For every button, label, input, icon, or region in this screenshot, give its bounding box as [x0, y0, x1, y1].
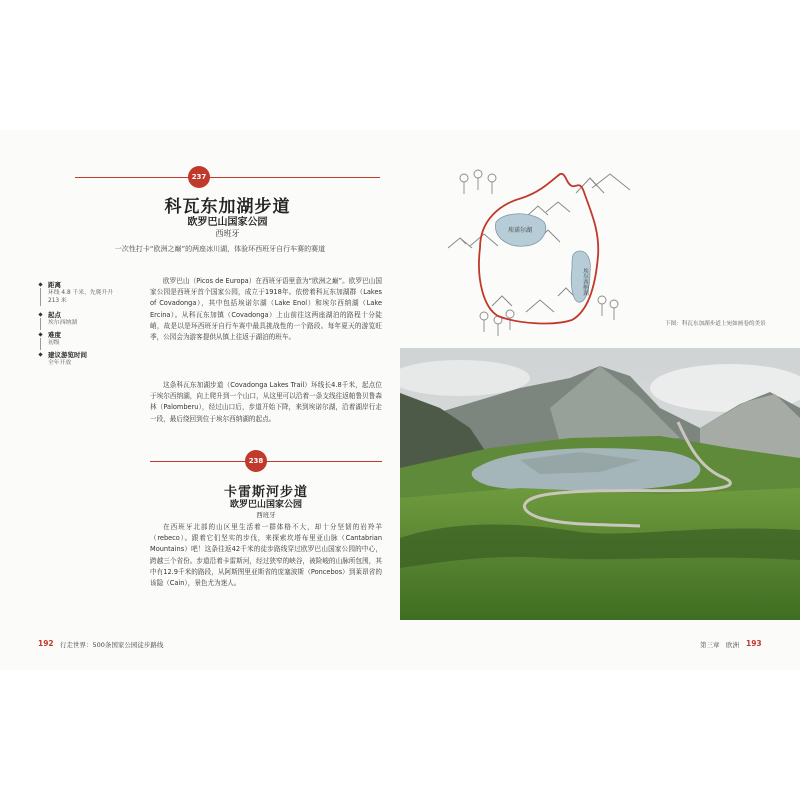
fact-label: 距离: [48, 281, 61, 289]
trail-facts-sidebar: [38, 280, 150, 370]
fact-label: 难度: [48, 331, 61, 339]
divider: [40, 318, 41, 330]
fact-difficulty: [38, 330, 150, 350]
entry1-country: 西班牙: [215, 229, 240, 238]
entry1-number-badge: 237: [188, 166, 210, 188]
lake-enol-label: 埃诺尔湖: [507, 227, 533, 234]
book-spread: [0, 130, 800, 670]
header-rule-entry1: [75, 177, 380, 178]
fact-value: 环线 4.8 千米，先爬升升 213 米: [48, 290, 114, 304]
trail-map: [440, 160, 660, 350]
entry2-number-badge: 238: [245, 450, 267, 472]
bullet-icon: [38, 332, 42, 336]
entry1-title: 科瓦东加湖步道: [164, 197, 291, 217]
entry2-country: 西班牙: [256, 511, 276, 519]
right-running-head: 第三章 欧洲: [700, 641, 739, 649]
fact-start: [38, 310, 150, 330]
entry2-title: 卡雷斯河步道: [223, 485, 308, 500]
left-running-head: 行走世界：500条国家公园徒步路线: [60, 641, 164, 649]
entry2-body: 在西班牙北部的山区里生活着一群体格不大，却十分坚韧的岩羚羊（rebeco）。跟着它们坚实的步伐，来探索坎塔布里亚山脉（Cantabrian Mountains）吧！这条往返42千米的徒步路线穿过欧罗巴山国家公园的中心，跨越三个省份。步道沿着卡雷斯河，经过狭窄的峡谷，被险峻的山脉所包围，其中有12.9千米的路段，从阿斯图里亚斯省的庞塞波斯（Poncebos）到莱昂省的该隐（Cain），景色尤为迷人。: [150, 523, 382, 588]
entry1-park: 欧罗巴山国家公园: [187, 217, 268, 228]
left-page-number: 192: [38, 639, 54, 648]
bullet-icon: [38, 312, 42, 316]
right-page-number: 193: [746, 639, 762, 648]
fact-value: 全年开放: [48, 360, 72, 366]
entry1-body-p1: 欧罗巴山（Picos de Europa）在西班牙语里意为“欧洲之巅”。欧罗巴山国家公园是西班牙首个国家公园，成立于1918年。依傍着科瓦东加湖群（Lakes of Covadonga），其中包括埃诺尔湖（Lake Enol）和埃尔西纳湖（Lake Ercina）。从科瓦东加镇（Covadonga）上山前往这两座湖泊的路程十分陡峭，故是以是环西班牙自行车赛中最具挑战性的一个路段。每年夏天的游览旺季，公园会为游客提供从镇上往返于湖泊的班车。: [150, 277, 382, 342]
bullet-icon: [38, 352, 42, 356]
fact-distance: [38, 280, 150, 306]
landscape-photo: [400, 348, 800, 620]
divider: [40, 338, 41, 350]
fact-label: 建议游览时间: [48, 351, 87, 359]
entry1-tagline: 一次性打卡“欧洲之巅”的两座冰川湖，体验环西班牙自行车赛的赛道: [114, 245, 326, 253]
fact-value: 初级: [48, 340, 60, 346]
entry2-park: 欧罗巴山国家公园: [229, 500, 302, 510]
fact-label: 起点: [48, 311, 61, 319]
lake-ercina-label: 埃尔西纳湖: [582, 268, 588, 296]
tree-icon: [460, 170, 618, 336]
entry1-body-p2: 这条科瓦东加湖步道（Covadonga Lakes Trail）环线长4.8千米，起点位于埃尔西纳湖，向上爬升到一个山口，从这里可以沿着一条支线往返帕鲁贝鲁森林（Palomberu），经过山口后，步道开始下降，来到埃诺尔湖，沿着湖岸行走一段，最后绕回到位于埃尔西纳湖的起点。: [150, 381, 382, 423]
bullet-icon: [38, 282, 42, 286]
divider: [40, 288, 41, 306]
fact-value: 埃尔西纳湖: [48, 320, 77, 326]
mountain-icon: [448, 174, 630, 312]
fact-season: [38, 350, 150, 370]
photo-caption: 下图：科瓦东加湖步道上宛如画卷的美景: [665, 321, 766, 327]
